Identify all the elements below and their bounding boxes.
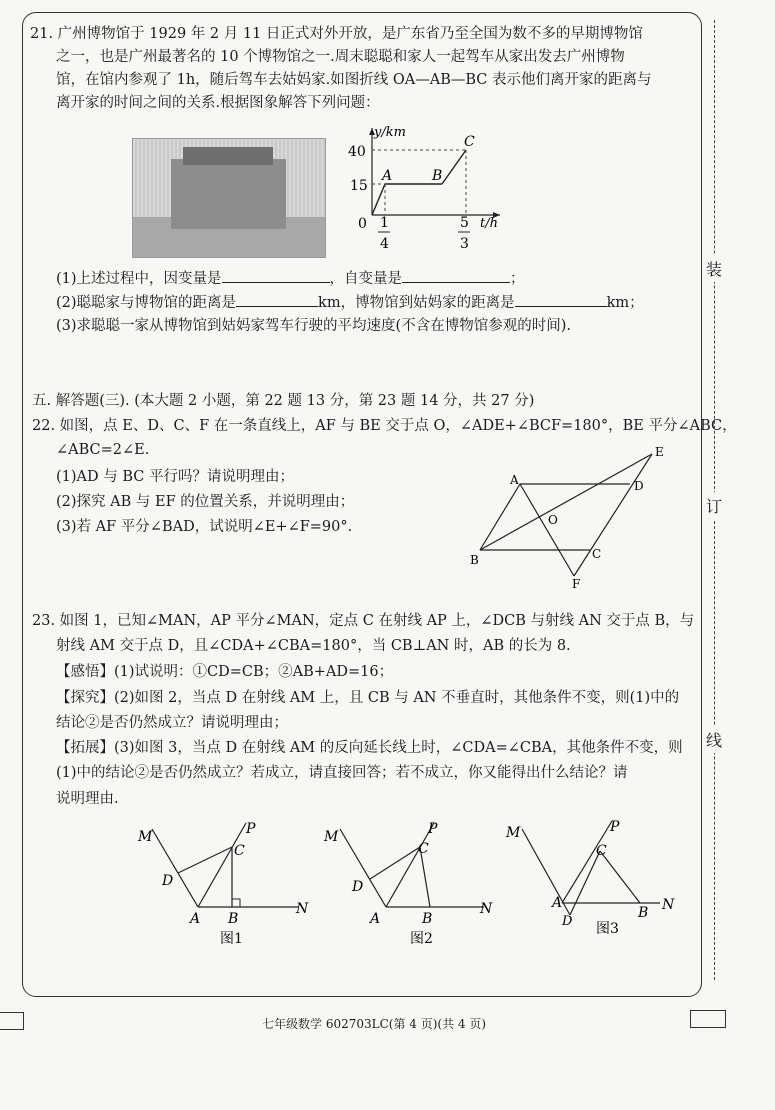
q21-line2: 之一，也是广州最著名的 10 个博物馆之一.周末聪聪和家人一起驾车从家出发去广州博物 <box>56 49 625 65</box>
graph-xlabel: t/h <box>480 216 498 231</box>
left-corner-box <box>0 1012 24 1030</box>
q23-line1: 23. 如图 1，已知∠MAN，AP 平分∠MAN，定点 C 在射线 AP 上，∠DCB 与射线 AN 交于点 B，与 <box>32 613 695 629</box>
fig3-n: N <box>662 897 675 913</box>
fig1-b: B <box>228 911 239 927</box>
q23-line7: (1)中的结论②是否仍然成立？若成立，请直接回答；若不成立，你又能得出什么结论？请 <box>56 765 628 781</box>
museum-photo <box>132 138 326 258</box>
graph-origin: 0 <box>358 216 367 232</box>
graph-y15: 15 <box>350 178 368 194</box>
q23-figure-1 <box>130 815 310 950</box>
q23-line2: 射线 AM 交于点 D，且∠CDA+∠CBA=180°，当 CB⊥AN 时，AB 的长为 8. <box>56 638 571 654</box>
q22-label-e: E <box>655 445 664 459</box>
q22-label-b: B <box>470 553 479 567</box>
fig3-c: C <box>596 843 607 859</box>
fig2-m: M <box>324 829 339 845</box>
fig3-caption: 图3 <box>596 921 619 937</box>
q21-sub1-b: ，自变量是 <box>329 271 403 287</box>
q22-label-f: F <box>572 577 581 591</box>
graph-x1-num: 1 <box>380 215 389 231</box>
fig2-a: A <box>370 911 381 927</box>
graph-y40: 40 <box>348 144 366 160</box>
q21-sub2-a: (2)聪聪家与博物馆的距离是 <box>56 295 237 311</box>
fig1-caption: 图1 <box>220 931 243 947</box>
q22-line1: 22. 如图，点 E、D、C、F 在一条直线上，AF 与 BE 交于点 O，∠ADE+∠BCF=180°，BE 平分∠ABC， <box>32 418 737 434</box>
answer-blank <box>222 268 330 283</box>
answer-blank <box>402 268 510 283</box>
binding-char-2: 订 <box>706 492 722 519</box>
fig1-d: D <box>162 873 174 889</box>
q21-sub2-b: km，博物馆到姑妈家的距离是 <box>318 295 515 311</box>
q23-line8: 说明理由. <box>56 791 119 807</box>
q21-sub3: (3)求聪聪一家从博物馆到姑妈家驾车行驶的平均速度(不含在博物馆参观的时间). <box>56 318 571 334</box>
q23-figure-3 <box>500 815 685 950</box>
q21-sub1-c: ； <box>510 271 525 287</box>
section-5-heading: 五. 解答题(三). (本大题 2 小题，第 22 题 13 分，第 23 题 14 分，共 27 分) <box>32 393 535 409</box>
q22-sub1: (1)AD 与 BC 平行吗？请说明理由； <box>56 469 294 485</box>
fig3-m: M <box>506 825 521 841</box>
fig1-c: C <box>234 843 245 859</box>
q22-label-c: C <box>592 547 602 561</box>
q23-figure-2 <box>318 815 498 950</box>
fig1-m: M <box>138 829 153 845</box>
q23-line5: 结论②是否仍然成立？请说明理由； <box>56 715 288 731</box>
graph-ylabel: y/km <box>374 125 406 140</box>
graph-point-b: B <box>432 168 443 184</box>
distance-time-graph <box>340 120 510 260</box>
graph-point-c: C <box>464 134 475 150</box>
fig2-caption: 图2 <box>410 931 433 947</box>
fig3-p: P <box>610 819 620 835</box>
binding-char-1: 装 <box>706 255 722 282</box>
graph-x2-den: 3 <box>460 236 469 252</box>
q22-figure <box>462 440 682 592</box>
answer-blank <box>236 292 318 307</box>
q21-sub1 <box>56 268 525 289</box>
answer-blank <box>515 292 607 307</box>
q21-sub2 <box>56 292 644 313</box>
fig3-a: A <box>552 895 563 911</box>
q21-line4: 离开家的时间之间的关系.根据图象解答下列问题： <box>56 95 380 111</box>
q21-sub2-c: km； <box>606 295 644 311</box>
q23-line4: 【探究】(2)如图 2，当点 D 在射线 AM 上，且 CB 与 AN 不垂直时，其他条件不变，则(1)中的 <box>56 690 680 706</box>
fig2-d: D <box>352 879 364 895</box>
fig1-p: P <box>246 821 256 837</box>
fig2-c: C <box>418 841 429 857</box>
graph-x2-num: 5 <box>460 215 469 231</box>
graph-x1-den: 4 <box>380 236 389 252</box>
graph-point-a: A <box>382 168 393 184</box>
fig1-n: N <box>296 901 309 917</box>
right-corner-box <box>690 1010 726 1028</box>
binding-char-3: 线 <box>706 726 722 753</box>
fig2-b: B <box>422 911 433 927</box>
q22-sub3: (3)若 AF 平分∠BAD，试说明∠E+∠F=90°. <box>56 519 353 535</box>
q21-line1: 21. 广州博物馆于 1929 年 2 月 11 日正式对外开放，是广东省乃至全国为数不多的早期博物馆 <box>30 26 643 42</box>
q22-line2: ∠ABC=2∠E. <box>56 442 150 458</box>
fig3-b: B <box>638 905 649 921</box>
q22-label-d: D <box>634 479 644 493</box>
q22-label-a: A <box>510 473 519 487</box>
q21-sub1-a: (1)上述过程中，因变量是 <box>56 271 222 287</box>
q23-line6: 【拓展】(3)如图 3，当点 D 在射线 AM 的反向延长线上时，∠CDA=∠CBA，其他条件不变，则 <box>56 740 683 756</box>
fig2-n: N <box>480 901 493 917</box>
q22-label-o: O <box>548 513 558 527</box>
q23-line3: 【感悟】(1)试说明：①CD=CB；②AB+AD=16； <box>56 664 394 680</box>
fig2-p: P <box>428 821 438 837</box>
q22-sub2: (2)探究 AB 与 EF 的位置关系，并说明理由； <box>56 494 355 510</box>
page-footer: 七年级数学 602703LC(第 4 页)(共 4 页) <box>262 1017 487 1031</box>
q21-line3: 馆，在馆内参观了 1h，随后驾车去姑妈家.如图折线 OA—AB—BC 表示他们离开家的距离与 <box>56 72 652 88</box>
fig3-d: D <box>562 914 573 929</box>
fig1-a: A <box>190 911 201 927</box>
